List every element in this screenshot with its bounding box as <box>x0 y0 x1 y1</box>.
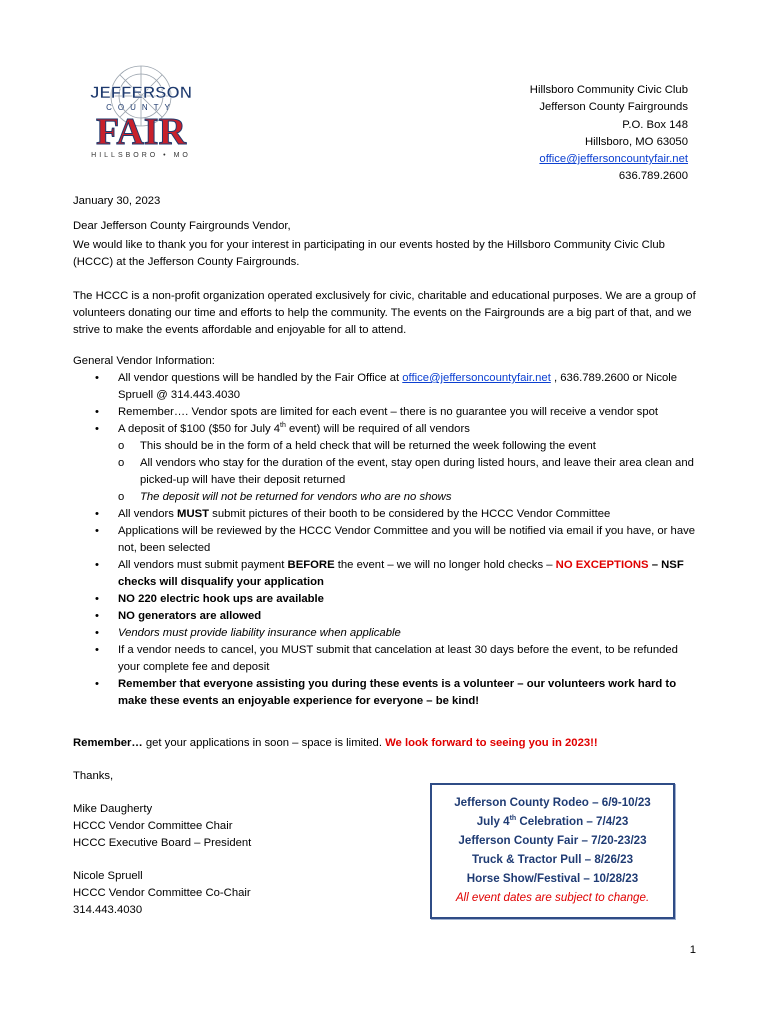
list-item: • All vendor questions will be handled by the Fair Office at office@jeffersoncountyfair.net , 636.789.2600 or Nicole Spruell @ 314.443.4030 <box>95 372 678 401</box>
return-address <box>530 82 688 186</box>
list-item: • If a vendor needs to cancel, you MUST submit that cancelation at least 30 days before the event, to be refunded your complete fee and deposit <box>95 644 678 673</box>
signer-name: Mike Daugherty <box>73 803 153 815</box>
org-name: Hillsboro Community Civic Club <box>529 84 688 96</box>
thanks: Thanks, <box>73 770 114 782</box>
phone-number: 636.789.2600 <box>618 170 688 183</box>
salutation: Dear Jefferson County Fairgrounds Vendor, <box>73 220 291 232</box>
list-item: • All vendors MUST submit pictures of their booth to be considered by the HCCC Vendor Committee <box>95 508 611 520</box>
list-item: • Remember that everyone assisting you during these events is a volunteer – our volunteers work hard to make these events an enjoyable experience for everyone – be kind! <box>95 678 677 707</box>
email-link[interactable]: office@jeffersoncountyfair.net <box>539 153 688 166</box>
signer-title: HCCC Executive Board – President <box>73 837 252 849</box>
signer-title: HCCC Vendor Committee Chair <box>73 820 233 832</box>
signer-1 <box>73 801 373 852</box>
remember-line: Remember… get your applications in soon – space is limited. We look forward to seeing you in 2023!! <box>73 737 598 749</box>
signer-name: Nicole Spruell <box>73 870 143 882</box>
event-item: Truck & Tractor Pull – 8/26/23 <box>471 853 634 866</box>
event-item: Jefferson County Fair – 7/20-23/23 <box>458 834 647 847</box>
sub-list-item: o All vendors who stay for the duration of the event, stay open during listed hours, and leave their area clean and picked-up will have their deposit returned <box>118 457 694 486</box>
list-item: • Vendors must provide liability insurance when applicable <box>95 627 401 639</box>
event-dates-box <box>430 783 675 919</box>
po-box: P.O. Box 148 <box>622 118 688 131</box>
event-item: July 4th Celebration – 7/4/23 <box>476 815 629 828</box>
venue-name: Jefferson County Fairgrounds <box>539 101 688 114</box>
list-item: • Applications will be reviewed by the HCCC Vendor Committee and you will be notified via email if you have, or have not, been selected <box>95 525 696 554</box>
event-disclaimer: All event dates are subject to change. <box>455 891 650 904</box>
event-item: Jefferson County Rodeo – 6/9-10/23 <box>454 796 651 809</box>
signer-title: HCCC Vendor Committee Co-Chair <box>73 887 251 899</box>
sub-list-item: o This should be in the form of a held check that will be returned the week following the event <box>118 440 596 452</box>
logo-word-jefferson: JEFFERSON <box>89 83 193 102</box>
list-item: • A deposit of $100 ($50 for July 4th event) will be required of all vendors o This should be in the form of a held check that will be returned the week following the event o All vendors who stay for the duration of the event, stay open during listed hours, and leave their area clean and picked-up will have their deposit returned o The deposit will not be returned for vendors who are no shows <box>73 421 703 506</box>
list-item: • NO generators are allowed <box>95 610 262 622</box>
page-number: 1 <box>689 944 696 956</box>
info-heading: General Vendor Information: <box>73 355 215 367</box>
intro-paragraph: We would like to thank you for your interest in participating in our events hosted by the Hillsboro Community Civic Club (HCCC) at the Jefferson County Fairgrounds. <box>73 239 665 268</box>
event-item: Horse Show/Festival – 10/28/23 <box>466 872 639 885</box>
signer-2 <box>73 868 373 919</box>
signer-phone: 314.443.4030 <box>73 904 143 916</box>
sub-list-item: o The deposit will not be returned for vendors who are no shows <box>118 491 452 503</box>
logo-town: HILLSBORO • MO <box>91 152 191 159</box>
city-state-zip: Hillsboro, MO 63050 <box>585 135 688 148</box>
logo-word-fair: FAIR <box>95 111 187 153</box>
about-paragraph: The HCCC is a non-profit organization operated exclusively for civic, charitable and educational purposes. We are a group of volunteers donating our time and efforts to help the community. The events on the Fairgrounds are a big part of that, and we strive to make the events affordable and enjoyable for all to attend. <box>73 290 696 336</box>
vendor-info-list <box>73 370 703 710</box>
list-item: • NO 220 electric hook ups are available <box>95 593 324 605</box>
deposit-sublist <box>118 438 703 506</box>
jefferson-county-fair-logo <box>68 64 214 160</box>
list-item: • All vendors must submit payment BEFORE the event – we will no longer hold checks – NO EXCEPTIONS – NSF checks will disqualify your application <box>95 559 684 588</box>
list-item: • Remember…. Vendor spots are limited for each event – there is no guarantee you will receive a vendor spot <box>95 406 659 418</box>
logo-word-county: COUNTY <box>106 103 176 112</box>
letter-date: January 30, 2023 <box>73 195 161 207</box>
email-link-inline[interactable]: office@jeffersoncountyfair.net <box>402 372 551 384</box>
